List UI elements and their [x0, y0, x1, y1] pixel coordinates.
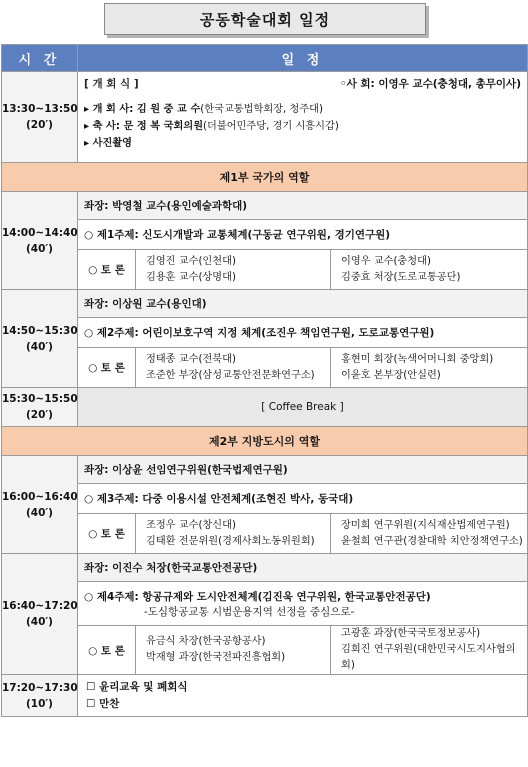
- session3-duration: (40′): [26, 506, 53, 519]
- discussant: 장미희 연구위원(지식재산법제연구원): [341, 519, 510, 531]
- opening-content: [78, 72, 528, 163]
- session3-time-cell: [2, 456, 78, 554]
- opening-item: ▸ 개 회 사: 김 원 중 교 수(한국교통법학회장, 청주대): [84, 104, 323, 115]
- closing-item: ☐ 만찬: [86, 697, 120, 710]
- discussant: 박재형 과장(한국전파진흥협회): [146, 652, 286, 663]
- break-time: 15:30~15:50: [2, 393, 78, 405]
- session3-discussants-left: [136, 514, 331, 554]
- session1-discussants-left: [136, 250, 331, 290]
- discussant: 조정우 교수(창신대): [146, 519, 236, 531]
- discussant: 고광훈 과장(한국국토정보공사): [341, 628, 481, 639]
- session2-time: 14:50~15:30: [2, 324, 78, 337]
- closing-time-cell: [2, 675, 78, 717]
- discussant: 조준한 부장(삼성교통안전문화연구소): [146, 369, 315, 381]
- session4-discussion-label: ○ 토 론: [78, 626, 136, 675]
- session2-time-cell: [2, 290, 78, 388]
- session2-discussants-left: [136, 348, 331, 388]
- session4-topic: ○ 제4주제: 항공규제와 도시안전체계(김진욱 연구위원, 한국교통안전공단): [84, 590, 431, 603]
- discussant: 김중효 처장(도로교통공단): [341, 271, 461, 283]
- discussant: 유금식 차장(한국공항공사): [146, 636, 266, 647]
- session4-topic-cell: [78, 582, 528, 626]
- session3-chair: 좌장: 이상윤 선임연구위원(한국법제연구원): [78, 456, 528, 484]
- session3-time: 16:00~16:40: [2, 490, 78, 503]
- discussant: 이영우 교수(충청대): [341, 255, 431, 267]
- discussant: 김영진 교수(인천대): [146, 255, 236, 267]
- discussant: 윤철희 연구관(경찰대학 치안정책연구소): [341, 535, 523, 547]
- schedule-table: [1, 44, 528, 717]
- session4-time-cell: [2, 554, 78, 675]
- session1-time-cell: [2, 192, 78, 290]
- closing-content: [78, 675, 528, 717]
- coffee-break-label: [ Coffee Break ]: [78, 388, 528, 427]
- break-time-cell: [2, 388, 78, 427]
- page-title: 공동학술대회 일정: [104, 3, 426, 35]
- session4-time: 16:40~17:20: [2, 600, 78, 612]
- session1-time: 14:00~14:40: [2, 226, 78, 239]
- opening-label: [ 개 회 식 ]: [84, 78, 139, 90]
- opening-row: [2, 72, 528, 163]
- session2-discussion-label: ○ 토 론: [78, 348, 136, 388]
- session4-discussants-left: [136, 626, 331, 675]
- session2-chair: 좌장: 이상원 교수(용인대): [78, 290, 528, 318]
- opening-item: ▸ 축 사: 문 정 복 국회의원(더불어민주당, 경기 시흥시갑): [84, 121, 339, 132]
- discussant: 이윤호 본부장(안실련): [341, 369, 441, 381]
- opening-item: ▸ 사진촬영: [84, 138, 133, 149]
- session3-discussion-label: ○ 토 론: [78, 514, 136, 554]
- session4-subtopic: -도심항공교통 시범운용지역 선정을 중심으로-: [144, 605, 355, 618]
- closing-item: ☐ 윤리교육 및 폐회식: [86, 680, 188, 693]
- opening-items: [84, 101, 521, 152]
- closing-duration: (10′): [26, 697, 53, 710]
- break-duration: (20′): [26, 409, 53, 421]
- session4-discussants-right: [331, 626, 528, 675]
- session1-duration: (40′): [26, 242, 53, 255]
- opening-time-cell: [2, 72, 78, 163]
- discussant: 김용훈 교수(상명대): [146, 271, 236, 283]
- closing-time: 17:20~17:30: [2, 681, 78, 694]
- opening-time: 13:30~13:50: [2, 103, 78, 115]
- session3-discussants-right: [331, 514, 528, 554]
- session1-discussion-label: ○ 토 론: [78, 250, 136, 290]
- opening-duration: (20′): [26, 119, 53, 131]
- table-header-row: [2, 45, 528, 72]
- session4-duration: (40′): [26, 616, 53, 628]
- discussant: 김태환 전문위원(경제사회노동위원회): [146, 535, 315, 547]
- part2-heading: 제2부 지방도시의 역할: [2, 427, 528, 456]
- session1-chair: 좌장: 박영철 교수(용인예술과학대): [78, 192, 528, 220]
- discussant: 홍현미 회장(녹색어머니회 중앙회): [341, 353, 494, 365]
- header-schedule: 일 정: [78, 45, 528, 72]
- part1-heading: 제1부 국가의 역할: [2, 163, 528, 192]
- session4-chair: 좌장: 이진수 처장(한국교통안전공단): [78, 554, 528, 582]
- discussant: 정태종 교수(전북대): [146, 353, 236, 365]
- header-time: 시 간: [2, 45, 78, 72]
- discussant: 김희진 연구위원(대한민국시도지사협의회): [341, 644, 516, 671]
- session1-topic: ○ 제1주제: 신도시개발과 교통체계(구동균 연구위원, 경기연구원): [78, 220, 528, 250]
- opening-host: ◦사 회: 이영우 교수(충청대, 총무이사): [339, 78, 521, 90]
- session2-topic: ○ 제2주제: 어린이보호구역 지정 체계(조진우 책임연구원, 도로교통연구원): [78, 318, 528, 348]
- session2-discussants-right: [331, 348, 528, 388]
- session2-duration: (40′): [26, 340, 53, 353]
- session3-topic: ○ 제3주제: 다중 이용시설 안전체계(조현진 박사, 동국대): [78, 484, 528, 514]
- session1-discussants-right: [331, 250, 528, 290]
